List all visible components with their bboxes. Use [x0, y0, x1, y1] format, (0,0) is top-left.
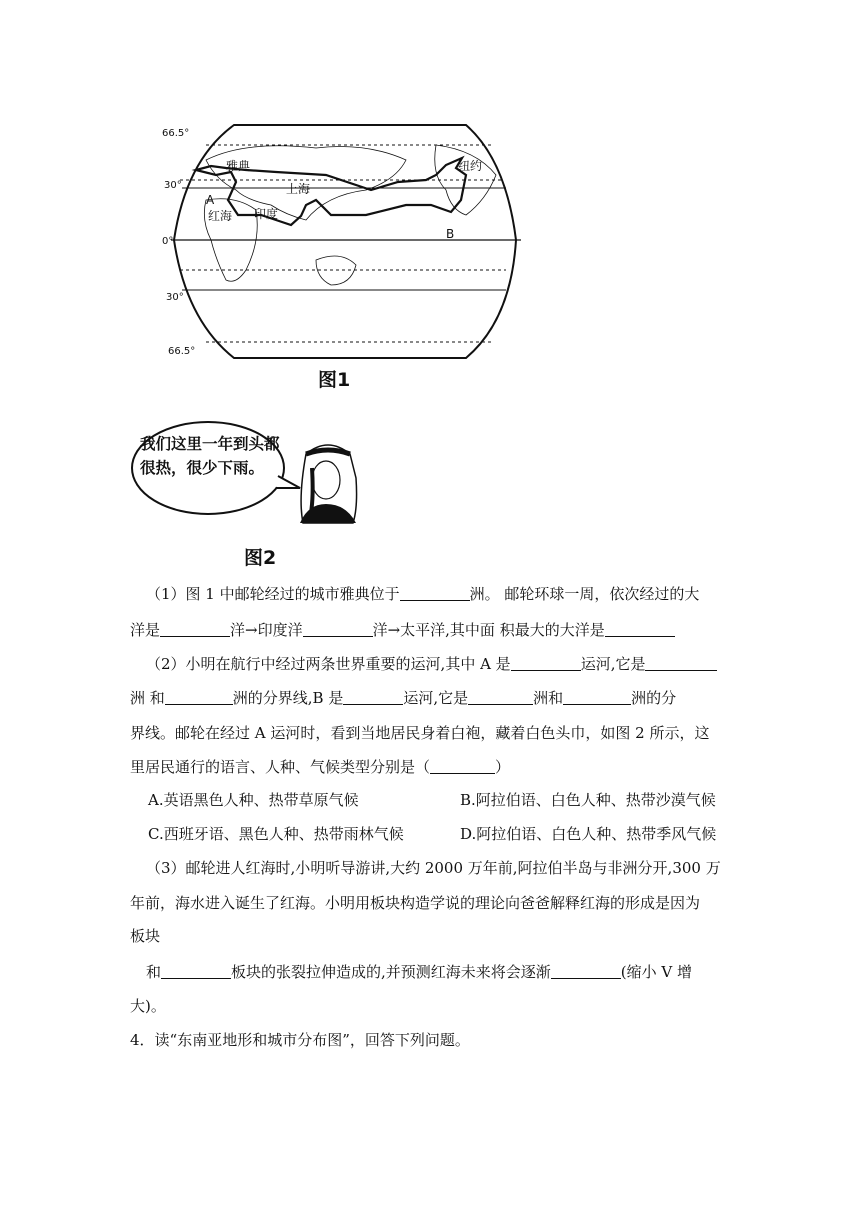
q2-blank-continent4	[563, 689, 631, 705]
label-shanghai: 上海	[286, 182, 311, 196]
q2-line4	[130, 757, 730, 777]
q4-line: 4．读“东南亚地形和城市分布图”，回答下列问题。	[130, 1031, 470, 1049]
q1-blank-ocean2	[303, 621, 373, 637]
q1-blank-largest-ocean	[605, 621, 675, 637]
q2-blank-answer	[430, 758, 495, 774]
q2-blank-continent1	[645, 655, 717, 671]
q1-line2	[130, 620, 730, 640]
q1-line1	[146, 584, 746, 604]
q2-option-a: A.英语黑色人种、热带草原气候	[148, 791, 359, 809]
q2-option-d: D.阿拉伯语、白色人种、热带季风气候	[460, 825, 717, 843]
world-map	[162, 120, 526, 370]
q3-text-a: 和	[146, 963, 162, 981]
label-india: 印度	[254, 207, 279, 221]
q2-text-e: 运河,它是	[403, 689, 469, 707]
q1-text-d: 洋→印度洋	[230, 621, 303, 639]
q1-text-e: 洋→太平洋,其中面 积最大的大洋是	[372, 621, 605, 639]
q2-text-g: 洲的分	[631, 689, 677, 707]
q2-text-c: 洲 和	[130, 689, 165, 707]
q3-text-b: 板块的张裂拉伸造成的,并预测红海未来将会逐渐	[231, 963, 551, 981]
q2-blank-canal-b	[343, 689, 403, 705]
q1-text-a: （1）图 1 中邮轮经过的城市雅典位于	[146, 585, 400, 603]
q2-blank-continent3	[468, 689, 533, 705]
q2-line2	[130, 688, 730, 708]
q3-text-c: (缩小 V 增	[620, 963, 693, 981]
q3-line2: 年前，海水进入诞生了红海。小明用板块构造学说的理论向爸爸解释红海的形成是因为	[130, 894, 701, 912]
q2-text-f: 洲和	[533, 689, 564, 707]
label-newyork: 纽约	[458, 159, 483, 173]
speech-figure	[128, 418, 378, 533]
q2-text-h: 里居民通行的语言、人种、气候类型分别是（	[130, 758, 431, 776]
figure2-caption: 图2	[244, 547, 277, 569]
q2-option-c: C.西班牙语、黑色人种、热带雨林气候	[148, 825, 404, 843]
label-redsea: 红海	[208, 209, 233, 223]
q2-option-b: B.阿拉伯语、白色人种、热带沙漠气候	[460, 791, 716, 809]
lat-label-30s: 30°	[166, 292, 184, 303]
q3-blank-trend	[551, 963, 621, 979]
label-a: A	[206, 193, 215, 207]
q2-line3: 界线。邮轮在经过 A 运河时，看到当地居民身着白袍，藏着白色头巾，如图 2 所示，这	[130, 724, 710, 742]
q1-blank-continent	[400, 585, 470, 601]
person-face	[312, 461, 340, 499]
lat-label-30n: 30°	[164, 180, 182, 191]
q3-blank-plate	[161, 963, 231, 979]
q2-text-i: ）	[495, 758, 511, 776]
q1-text-b: 洲。 邮轮环球一周，依次经过的大	[469, 585, 700, 603]
label-athens: 雅典	[226, 159, 251, 173]
q2-blank-canal-a	[511, 655, 581, 671]
q2-text-a: （2）小明在航行中经过两条世界重要的运河,其中 A 是	[146, 655, 511, 673]
q3-line5: 大)。	[130, 997, 166, 1015]
q2-text-d: 洲的分界线,B 是	[232, 689, 344, 707]
figure1-caption: 图1	[318, 369, 351, 391]
world-map-figure	[162, 120, 526, 390]
lat-label-665n: 66.5°	[162, 128, 190, 139]
label-b: B	[446, 227, 455, 241]
q3-line1: （3）邮轮进人红海时,小明听导游讲,大约 2000 万年前,阿拉伯半岛与非洲分开,300 万	[146, 859, 721, 877]
q1-text-c: 洋是	[130, 621, 161, 639]
q3-line3: 板块	[130, 927, 161, 945]
q2-blank-continent2	[165, 689, 233, 705]
q1-blank-ocean1	[160, 621, 230, 637]
q3-line4	[146, 962, 746, 982]
q2-line1	[146, 654, 746, 674]
lat-label-0: 0°	[162, 236, 174, 247]
q2-text-b: 运河,它是	[580, 655, 646, 673]
lat-label-665s: 66.5°	[168, 346, 196, 357]
speech-text: 我们这里一年到头都很热，很少下雨。	[140, 435, 280, 477]
